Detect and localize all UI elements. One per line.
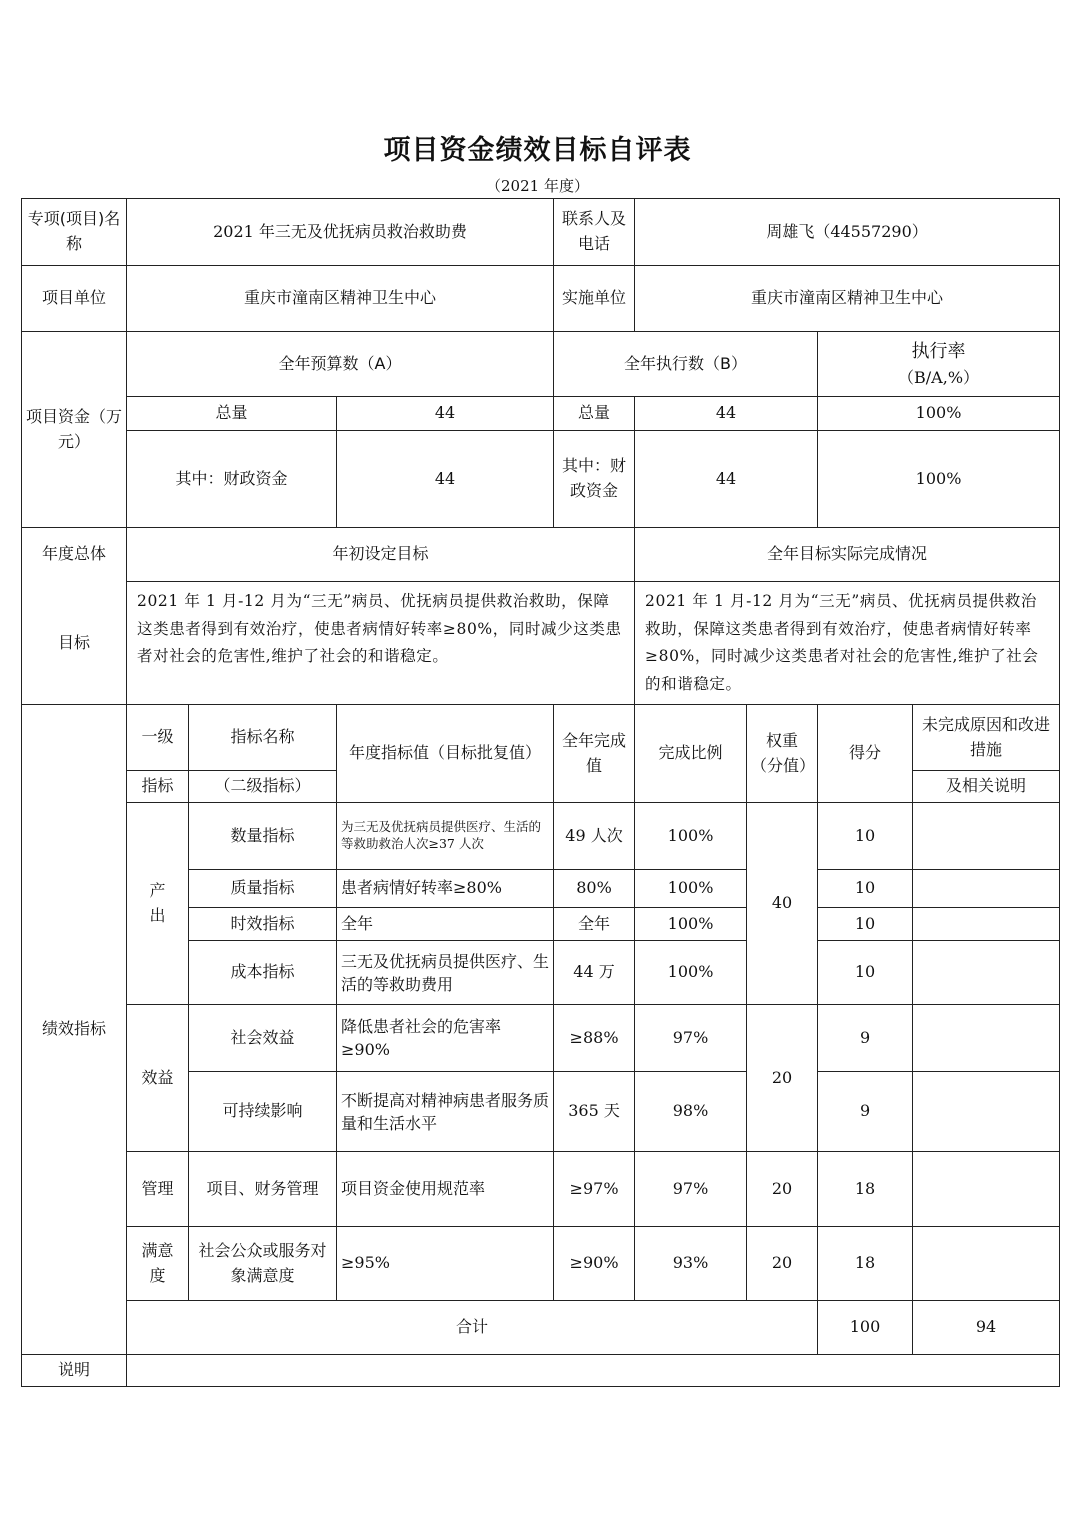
indicator-actual: ≥97% [554, 1152, 635, 1227]
project-name-label: 专项(项目)名称 [22, 199, 127, 266]
total-score: 94 [913, 1301, 1060, 1355]
exec-header: 全年执行数（B） [554, 332, 818, 397]
indicator-ratio: 93% [635, 1227, 747, 1301]
goals-actual-header: 全年目标实际完成情况 [635, 528, 1060, 582]
indicator-name: 项目、财务管理 [189, 1152, 337, 1227]
rate-header-line2: （B/A,%） [898, 367, 980, 387]
col-target: 年度指标值（目标批复值） [337, 705, 554, 803]
col-score: 得分 [818, 705, 913, 803]
indicator-ratio: 97% [635, 1152, 747, 1227]
indicator-ratio: 100% [635, 941, 747, 1005]
indicator-score: 10 [818, 870, 913, 908]
indicator-actual: ≥88% [554, 1005, 635, 1072]
indicator-target: 降低患者社会的危害率≥90% [337, 1005, 554, 1072]
indicator-ratio: 100% [635, 908, 747, 941]
indicator-target: 全年 [337, 908, 554, 941]
col-weight: 权重（分值） [747, 705, 818, 803]
indicator-actual: 49 人次 [554, 803, 635, 870]
indicator-reason [913, 1227, 1060, 1301]
total-exec-label: 总量 [554, 397, 635, 431]
fiscal-label: 其中：财政资金 [127, 431, 337, 528]
group-management: 管理 [127, 1152, 189, 1227]
indicator-reason [913, 908, 1060, 941]
indicator-ratio: 97% [635, 1005, 747, 1072]
indicator-name: 数量指标 [189, 803, 337, 870]
indicator-target: 不断提高对精神病患者服务质量和生活水平 [337, 1072, 554, 1152]
group-benefit: 效益 [127, 1005, 189, 1152]
indicator-target: 患者病情好转率≥80% [337, 870, 554, 908]
contact-label: 联系人及电话 [554, 199, 635, 266]
total-weight: 100 [818, 1301, 913, 1355]
col-level1-b: 指标 [127, 771, 189, 803]
indicator-name: 社会效益 [189, 1005, 337, 1072]
indicator-reason [913, 870, 1060, 908]
indicator-ratio: 98% [635, 1072, 747, 1152]
contact-value: 周雄飞（44557290） [635, 199, 1060, 266]
indicator-score: 18 [818, 1152, 913, 1227]
funds-label: 项目资金（万元） [22, 332, 127, 528]
indicator-target: 为三无及优抚病员提供医疗、生活的等救助救治人次≥37 人次 [337, 803, 554, 870]
perf-label: 绩效指标 [22, 705, 127, 1355]
indicator-reason [913, 1152, 1060, 1227]
col-ratio: 完成比例 [635, 705, 747, 803]
rate-header-line1: 执行率 [911, 340, 966, 362]
fiscal-budget: 44 [337, 431, 554, 528]
indicator-name: 时效指标 [189, 908, 337, 941]
indicator-actual: 全年 [554, 908, 635, 941]
page-title: 项目资金绩效目标自评表 [383, 135, 692, 166]
indicator-score: 10 [818, 803, 913, 870]
fiscal-rate: 100% [818, 431, 1060, 528]
fiscal-exec: 44 [635, 431, 818, 528]
indicator-name: 可持续影响 [189, 1072, 337, 1152]
total-budget: 44 [337, 397, 554, 431]
col-reason-b: 及相关说明 [913, 771, 1060, 803]
note-value [127, 1355, 1060, 1387]
total-exec: 44 [635, 397, 818, 431]
page-subtitle: （2021 年度） [486, 177, 589, 195]
indicator-target: 项目资金使用规范率 [337, 1152, 554, 1227]
goals-label-2: 目标 [22, 582, 127, 705]
budget-header: 全年预算数（A） [127, 332, 554, 397]
indicator-name: 成本指标 [189, 941, 337, 1005]
unit-label: 项目单位 [22, 266, 127, 332]
indicator-score: 9 [818, 1072, 913, 1152]
indicator-actual: ≥90% [554, 1227, 635, 1301]
indicator-reason [913, 1072, 1060, 1152]
indicator-reason [913, 1005, 1060, 1072]
goals-initial-text: 2021 年 1 月-12 月为“三无”病员、优抚病员提供救治救助，保障这类患者得到有效治疗，使患者病情好转率≥80%，同时减少这类患者对社会的危害性,维护了社会的和谐稳定。 [127, 582, 635, 705]
col-level1-a: 一级 [127, 705, 189, 771]
total-rate: 100% [818, 397, 1060, 431]
weight-output: 40 [747, 803, 818, 1005]
note-label: 说明 [22, 1355, 127, 1387]
col-name-b: （二级指标） [189, 771, 337, 803]
weight-benefit: 20 [747, 1005, 818, 1152]
goals-actual-text: 2021 年 1 月-12 月为“三无”病员、优抚病员提供救治救助，保障这类患者得到有效治疗，使患者病情好转率≥80%，同时减少这类患者对社会的危害性,维护了社会的和谐稳定。 [635, 582, 1060, 705]
indicator-score: 18 [818, 1227, 913, 1301]
goals-initial-header: 年初设定目标 [127, 528, 635, 582]
indicator-target: ≥95% [337, 1227, 554, 1301]
indicator-ratio: 100% [635, 803, 747, 870]
indicator-actual: 365 天 [554, 1072, 635, 1152]
unit-value: 重庆市潼南区精神卫生中心 [127, 266, 554, 332]
indicator-actual: 44 万 [554, 941, 635, 1005]
fiscal-exec-label: 其中：财政资金 [554, 431, 635, 528]
indicator-actual: 80% [554, 870, 635, 908]
indicator-ratio: 100% [635, 870, 747, 908]
indicator-score: 9 [818, 1005, 913, 1072]
indicator-reason [913, 803, 1060, 870]
col-actual: 全年完成值 [554, 705, 635, 803]
impl-unit-value: 重庆市潼南区精神卫生中心 [635, 266, 1060, 332]
group-output: 产出 [127, 803, 189, 1005]
rate-header [818, 332, 1060, 397]
indicator-name: 质量指标 [189, 870, 337, 908]
col-reason-a: 未完成原因和改进措施 [913, 705, 1060, 771]
indicator-target: 三无及优抚病员提供医疗、生活的等救助费用 [337, 941, 554, 1005]
indicator-weight: 20 [747, 1227, 818, 1301]
indicator-score: 10 [818, 941, 913, 1005]
total-label: 总量 [127, 397, 337, 431]
indicator-weight: 20 [747, 1152, 818, 1227]
goals-label-1: 年度总体 [22, 528, 127, 582]
project-name-value: 2021 年三无及优抚病员救治救助费 [127, 199, 554, 266]
col-name-a: 指标名称 [189, 705, 337, 771]
indicator-name: 社会公众或服务对象满意度 [189, 1227, 337, 1301]
total-row-label: 合计 [127, 1301, 818, 1355]
indicator-score: 10 [818, 908, 913, 941]
indicator-reason [913, 941, 1060, 1005]
impl-unit-label: 实施单位 [554, 266, 635, 332]
group-satisfaction: 满意度 [127, 1227, 189, 1301]
self-evaluation-table [21, 198, 1060, 1387]
